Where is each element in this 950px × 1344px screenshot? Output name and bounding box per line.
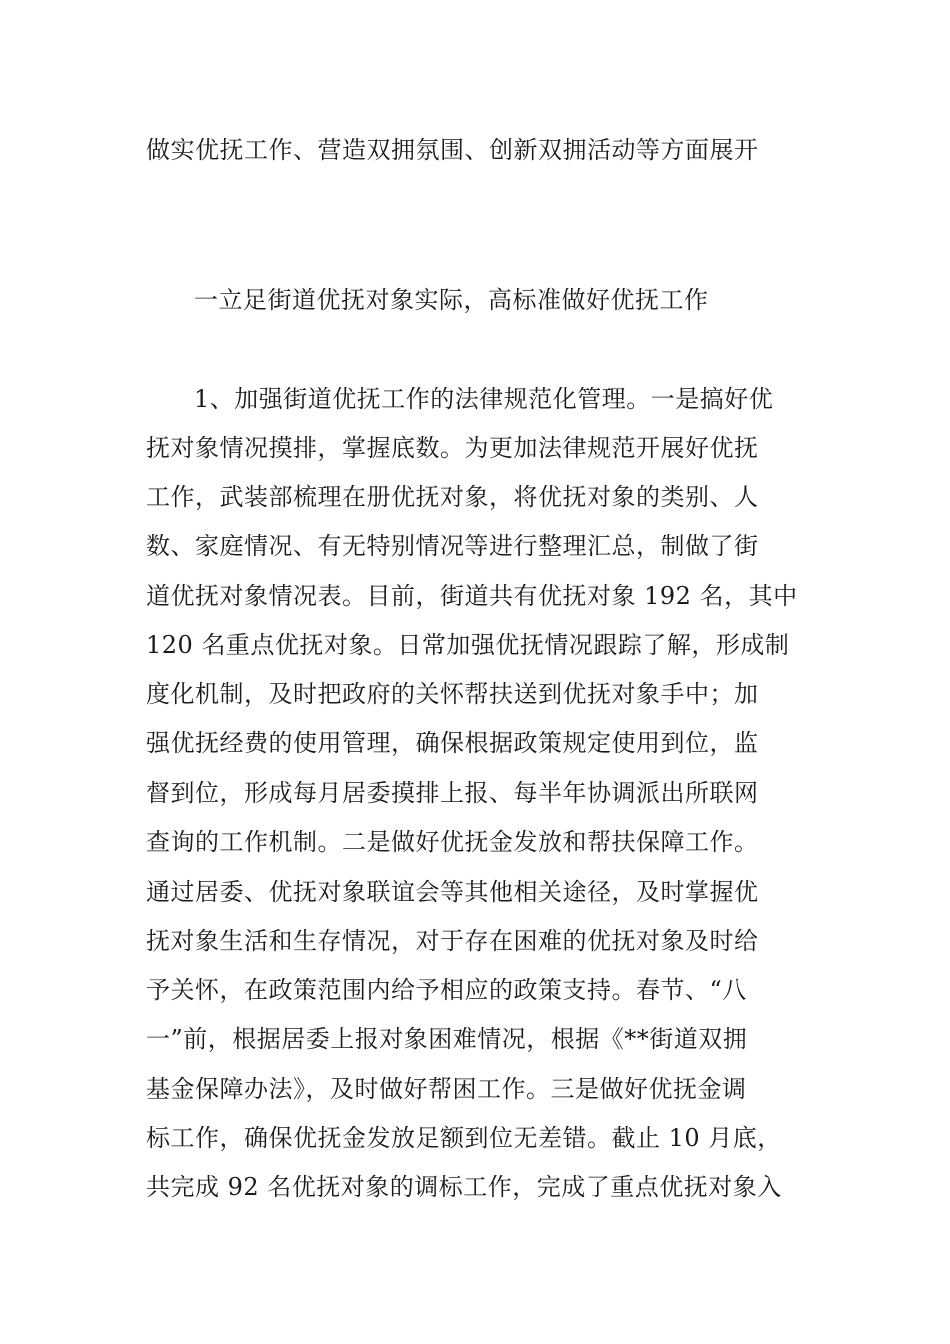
paragraph-line: 查询的工作机制。二是做好优抚金发放和帮扶保障工作。 [146, 828, 759, 856]
paragraph-line: 通过居委、优抚对象联谊会等其他相关途径，及时掌握优 [146, 878, 759, 906]
paragraph-line: 基金保障办法》，及时做好帮困工作。三是做好优抚金调 [146, 1075, 747, 1103]
paragraph-line: 抚对象情况摸排，掌握底数。为更加法律规范开展好优抚 [146, 434, 759, 462]
paragraph-line: 标工作，确保优抚金发放足额到位无差错。截止 10 月底， [146, 1124, 782, 1152]
continuation-line: 做实优抚工作、营造双拥氛围、创新双拥活动等方面展开 [146, 136, 759, 164]
paragraph-line: 120 名重点优抚对象。日常加强优抚情况跟踪了解，形成制 [146, 631, 790, 659]
paragraph-line: 共完成 92 名优抚对象的调标工作，完成了重点优抚对象入 [146, 1173, 782, 1201]
paragraph-line: 数、家庭情况、有无特别情况等进行整理汇总，制做了街 [146, 532, 759, 560]
paragraph-line: 予关怀，在政策范围内给予相应的政策支持。春节、“八 [146, 976, 747, 1004]
paragraph-line: 道优抚对象情况表。目前，街道共有优抚对象 192 名，其中 [146, 582, 798, 610]
paragraph-line: 一”前，根据居委上报对象困难情况，根据《**街道双拥 [146, 1025, 748, 1053]
paragraph-line: 督到位，形成每月居委摸排上报、每半年协调派出所联网 [146, 779, 759, 807]
paragraph-line: 度化机制，及时把政府的关怀帮扶送到优抚对象手中；加 [146, 680, 759, 708]
paragraph-line: 强优抚经费的使用管理，确保根据政策规定使用到位，监 [146, 729, 759, 757]
paragraph-line: 工作，武装部梳理在册优抚对象，将优抚对象的类别、人 [146, 483, 759, 511]
section-heading: 一立足街道优抚对象实际，高标准做好优抚工作 [194, 286, 709, 314]
paragraph-line: 1、加强街道优抚工作的法律规范化管理。一是搞好优 [194, 385, 774, 413]
paragraph-line: 抚对象生活和生存情况，对于存在困难的优抚对象及时给 [146, 927, 759, 955]
